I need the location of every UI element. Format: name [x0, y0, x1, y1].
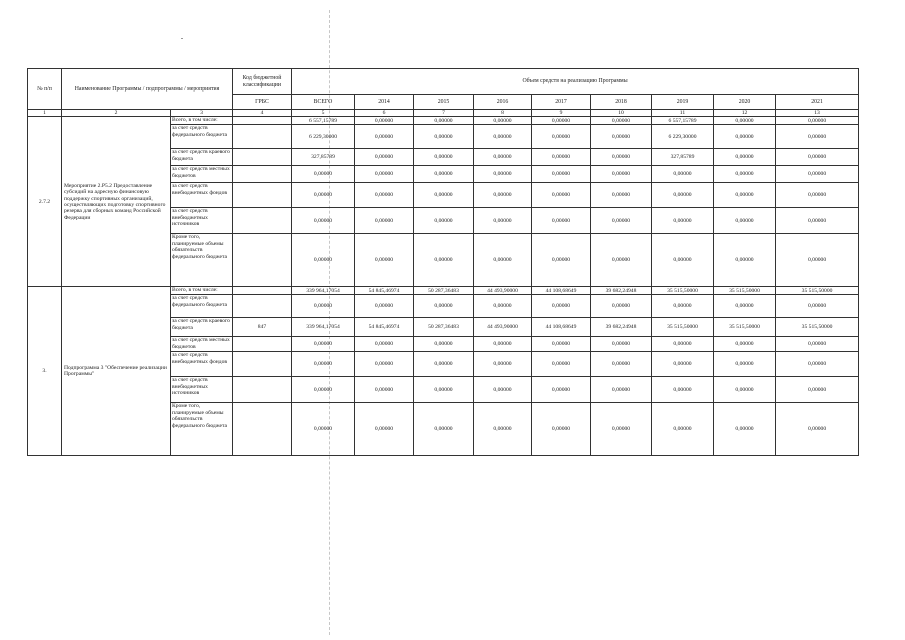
funding-source: Всего, в том числе: — [171, 287, 233, 295]
total-value: 327,85789 — [292, 149, 355, 166]
column-number: 12 — [714, 110, 776, 117]
year-value: 0,00000 — [474, 166, 532, 183]
year-value: 0,00000 — [474, 352, 532, 377]
grbs-code — [233, 337, 292, 352]
grbs-code — [233, 166, 292, 183]
grbs-code — [233, 125, 292, 149]
year-value: 0,00000 — [355, 352, 414, 377]
year-value: 0,00000 — [355, 295, 414, 318]
header-num: № п/п — [28, 69, 62, 110]
year-value: 6 229,30000 — [652, 125, 714, 149]
year-value: 54 845,46974 — [355, 287, 414, 295]
year-value: 327,85789 — [652, 149, 714, 166]
total-value: 0,00000 — [292, 208, 355, 234]
total-value: 0,00000 — [292, 166, 355, 183]
funding-source: за счет средств внебюджетных источников — [171, 377, 233, 403]
year-value: 44 108,68649 — [532, 287, 591, 295]
year-value: 0,00000 — [414, 295, 474, 318]
year-value: 0,00000 — [714, 166, 776, 183]
year-value: 0,00000 — [591, 125, 652, 149]
year-value: 35 515,50000 — [714, 287, 776, 295]
year-value: 0,00000 — [532, 208, 591, 234]
year-value: 0,00000 — [355, 234, 414, 287]
header-total: ВСЕГО — [292, 95, 355, 110]
header-year: 2017 — [532, 95, 591, 110]
header-volume: Объем средств на реализацию Программы — [292, 69, 859, 95]
year-value: 0,00000 — [652, 166, 714, 183]
year-value: 0,00000 — [591, 166, 652, 183]
table-row — [28, 287, 859, 295]
year-value: 35 515,50000 — [652, 287, 714, 295]
table-row — [28, 117, 859, 125]
year-value: 0,00000 — [652, 208, 714, 234]
header-row-1 — [28, 69, 859, 95]
funding-source: Кроме того, планируемые объемы обязательств федерального бюджета — [171, 234, 233, 287]
year-value: 0,00000 — [532, 295, 591, 318]
column-number: 3 — [171, 110, 233, 117]
total-value: 6 229,30000 — [292, 125, 355, 149]
funding-source: за счет средств краевого бюджета — [171, 149, 233, 166]
funding-source: за счет средств внебюджетных фондов — [171, 352, 233, 377]
year-value: 0,00000 — [414, 183, 474, 208]
year-value: 0,00000 — [532, 183, 591, 208]
header-year: 2014 — [355, 95, 414, 110]
year-value: 0,00000 — [532, 117, 591, 125]
grbs-code — [233, 287, 292, 295]
column-number: 8 — [474, 110, 532, 117]
total-value: 0,00000 — [292, 183, 355, 208]
year-value: 0,00000 — [591, 234, 652, 287]
year-value: 0,00000 — [532, 125, 591, 149]
total-value: 0,00000 — [292, 234, 355, 287]
header-year: 2020 — [714, 95, 776, 110]
column-number: 6 — [355, 110, 414, 117]
year-value: 0,00000 — [776, 377, 859, 403]
year-value: 0,00000 — [532, 166, 591, 183]
total-value: 0,00000 — [292, 295, 355, 318]
year-value: 0,00000 — [532, 337, 591, 352]
year-value: 44 108,68649 — [532, 318, 591, 337]
funding-source: за счет средств внебюджетных источников — [171, 208, 233, 234]
year-value: 0,00000 — [714, 337, 776, 352]
year-value: 0,00000 — [532, 149, 591, 166]
header-name: Наименование Программы / подпрограммы / мероприятия — [62, 69, 233, 110]
year-value: 35 515,50000 — [714, 318, 776, 337]
year-value: 0,00000 — [355, 377, 414, 403]
year-value: 44 493,90000 — [474, 318, 532, 337]
year-value: 0,00000 — [714, 295, 776, 318]
year-value: 0,00000 — [776, 117, 859, 125]
year-value: 0,00000 — [355, 183, 414, 208]
grbs-code — [233, 403, 292, 456]
grbs-code: 847 — [233, 318, 292, 337]
year-value: 0,00000 — [776, 234, 859, 287]
year-value: 0,00000 — [591, 337, 652, 352]
year-value: 0,00000 — [652, 377, 714, 403]
year-value: 0,00000 — [591, 377, 652, 403]
year-value: 39 682,24948 — [591, 287, 652, 295]
program-name: Подпрограмма 3 "Обеспечение реализации Программы" — [62, 287, 171, 456]
total-value: 0,00000 — [292, 337, 355, 352]
year-value: 0,00000 — [591, 403, 652, 456]
header-year: 2016 — [474, 95, 532, 110]
year-value: 0,00000 — [714, 117, 776, 125]
year-value: 0,00000 — [355, 125, 414, 149]
funding-source: за счет средств местных бюджетов — [171, 337, 233, 352]
column-number: 7 — [414, 110, 474, 117]
year-value: 0,00000 — [652, 403, 714, 456]
year-value: 0,00000 — [532, 234, 591, 287]
year-value: 0,00000 — [414, 208, 474, 234]
year-value: 0,00000 — [355, 208, 414, 234]
year-value: 39 682,24948 — [591, 318, 652, 337]
year-value: 0,00000 — [591, 183, 652, 208]
year-value: 0,00000 — [714, 234, 776, 287]
header-grbs: ГРБС — [233, 95, 292, 110]
year-value: 0,00000 — [474, 337, 532, 352]
year-value: 0,00000 — [414, 377, 474, 403]
year-value: 0,00000 — [776, 337, 859, 352]
scan-speck — [181, 38, 183, 39]
year-value: 0,00000 — [355, 166, 414, 183]
year-value: 0,00000 — [652, 295, 714, 318]
year-value: 0,00000 — [652, 183, 714, 208]
year-value: 0,00000 — [355, 149, 414, 166]
header-year: 2021 — [776, 95, 859, 110]
funding-source: Кроме того, планируемые объемы обязательств федерального бюджета — [171, 403, 233, 456]
year-value: 0,00000 — [591, 352, 652, 377]
column-number: 2 — [62, 110, 171, 117]
year-value: 0,00000 — [776, 149, 859, 166]
year-value: 0,00000 — [591, 149, 652, 166]
program-name: Мероприятие 2.Р5.2 Предоставление субсидий на адресную финансовую поддержку спортивных организаций, осуществляющих подготовку спортивного резерва для сборных команд Российской Федерации — [62, 117, 171, 287]
header-year: 2019 — [652, 95, 714, 110]
year-value: 0,00000 — [776, 352, 859, 377]
column-number: 5 — [292, 110, 355, 117]
header-year: 2015 — [414, 95, 474, 110]
year-value: 0,00000 — [652, 352, 714, 377]
column-number: 9 — [532, 110, 591, 117]
funding-source: за счет средств федерального бюджета — [171, 295, 233, 318]
total-value: 0,00000 — [292, 403, 355, 456]
year-value: 0,00000 — [355, 117, 414, 125]
year-value: 0,00000 — [414, 352, 474, 377]
year-value: 0,00000 — [532, 352, 591, 377]
year-value: 50 287,36483 — [414, 287, 474, 295]
year-value: 0,00000 — [474, 295, 532, 318]
year-value: 0,00000 — [591, 208, 652, 234]
row-number: 3. — [28, 287, 62, 456]
year-value: 0,00000 — [414, 166, 474, 183]
year-value: 54 845,46974 — [355, 318, 414, 337]
year-value: 0,00000 — [474, 234, 532, 287]
year-value: 0,00000 — [414, 234, 474, 287]
year-value: 44 493,90000 — [474, 287, 532, 295]
year-value: 0,00000 — [714, 183, 776, 208]
funding-source: за счет средств федерального бюджета — [171, 125, 233, 149]
year-value: 0,00000 — [652, 337, 714, 352]
total-value: 0,00000 — [292, 352, 355, 377]
year-value: 0,00000 — [355, 403, 414, 456]
year-value: 0,00000 — [776, 403, 859, 456]
grbs-code — [233, 377, 292, 403]
year-value: 0,00000 — [652, 234, 714, 287]
total-value: 0,00000 — [292, 377, 355, 403]
funding-source: за счет средств местных бюджетов — [171, 166, 233, 183]
grbs-code — [233, 117, 292, 125]
year-value: 0,00000 — [474, 183, 532, 208]
year-value: 0,00000 — [414, 149, 474, 166]
year-value: 0,00000 — [714, 377, 776, 403]
year-value: 0,00000 — [474, 377, 532, 403]
year-value: 0,00000 — [776, 295, 859, 318]
total-value: 339 964,17054 — [292, 287, 355, 295]
year-value: 35 515,50000 — [652, 318, 714, 337]
year-value: 0,00000 — [474, 125, 532, 149]
year-value: 0,00000 — [714, 352, 776, 377]
total-value: 6 557,15789 — [292, 117, 355, 125]
year-value: 0,00000 — [591, 117, 652, 125]
year-value: 0,00000 — [414, 117, 474, 125]
total-value: 339 964,17054 — [292, 318, 355, 337]
column-number: 10 — [591, 110, 652, 117]
year-value: 0,00000 — [474, 208, 532, 234]
year-value: 0,00000 — [414, 403, 474, 456]
funding-source: Всего, в том числе: — [171, 117, 233, 125]
year-value: 0,00000 — [474, 117, 532, 125]
column-number: 4 — [233, 110, 292, 117]
year-value: 6 557,15789 — [652, 117, 714, 125]
year-value: 0,00000 — [714, 208, 776, 234]
year-value: 0,00000 — [532, 403, 591, 456]
funding-source: за счет средств внебюджетных фондов — [171, 183, 233, 208]
grbs-code — [233, 352, 292, 377]
column-number: 1 — [28, 110, 62, 117]
grbs-code — [233, 295, 292, 318]
year-value: 0,00000 — [776, 208, 859, 234]
year-value: 0,00000 — [474, 403, 532, 456]
year-value: 50 287,36483 — [414, 318, 474, 337]
grbs-code — [233, 208, 292, 234]
budget-table — [27, 68, 859, 456]
header-code: Код бюджетной классификации — [233, 69, 292, 95]
year-value: 0,00000 — [714, 403, 776, 456]
grbs-code — [233, 149, 292, 166]
grbs-code — [233, 234, 292, 287]
year-value: 0,00000 — [776, 183, 859, 208]
year-value: 0,00000 — [414, 337, 474, 352]
year-value: 0,00000 — [776, 125, 859, 149]
year-value: 0,00000 — [776, 166, 859, 183]
row-number: 2.7.2 — [28, 117, 62, 287]
year-value: 35 515,50000 — [776, 318, 859, 337]
year-value: 35 515,50000 — [776, 287, 859, 295]
year-value: 0,00000 — [532, 377, 591, 403]
year-value: 0,00000 — [714, 149, 776, 166]
year-value: 0,00000 — [474, 149, 532, 166]
year-value: 0,00000 — [591, 295, 652, 318]
column-number: 11 — [652, 110, 714, 117]
year-value: 0,00000 — [414, 125, 474, 149]
grbs-code — [233, 183, 292, 208]
year-value: 0,00000 — [714, 125, 776, 149]
column-number: 13 — [776, 110, 859, 117]
numbering-row — [28, 110, 859, 117]
header-year: 2018 — [591, 95, 652, 110]
funding-source: за счет средств краевого бюджета — [171, 318, 233, 337]
year-value: 0,00000 — [355, 337, 414, 352]
